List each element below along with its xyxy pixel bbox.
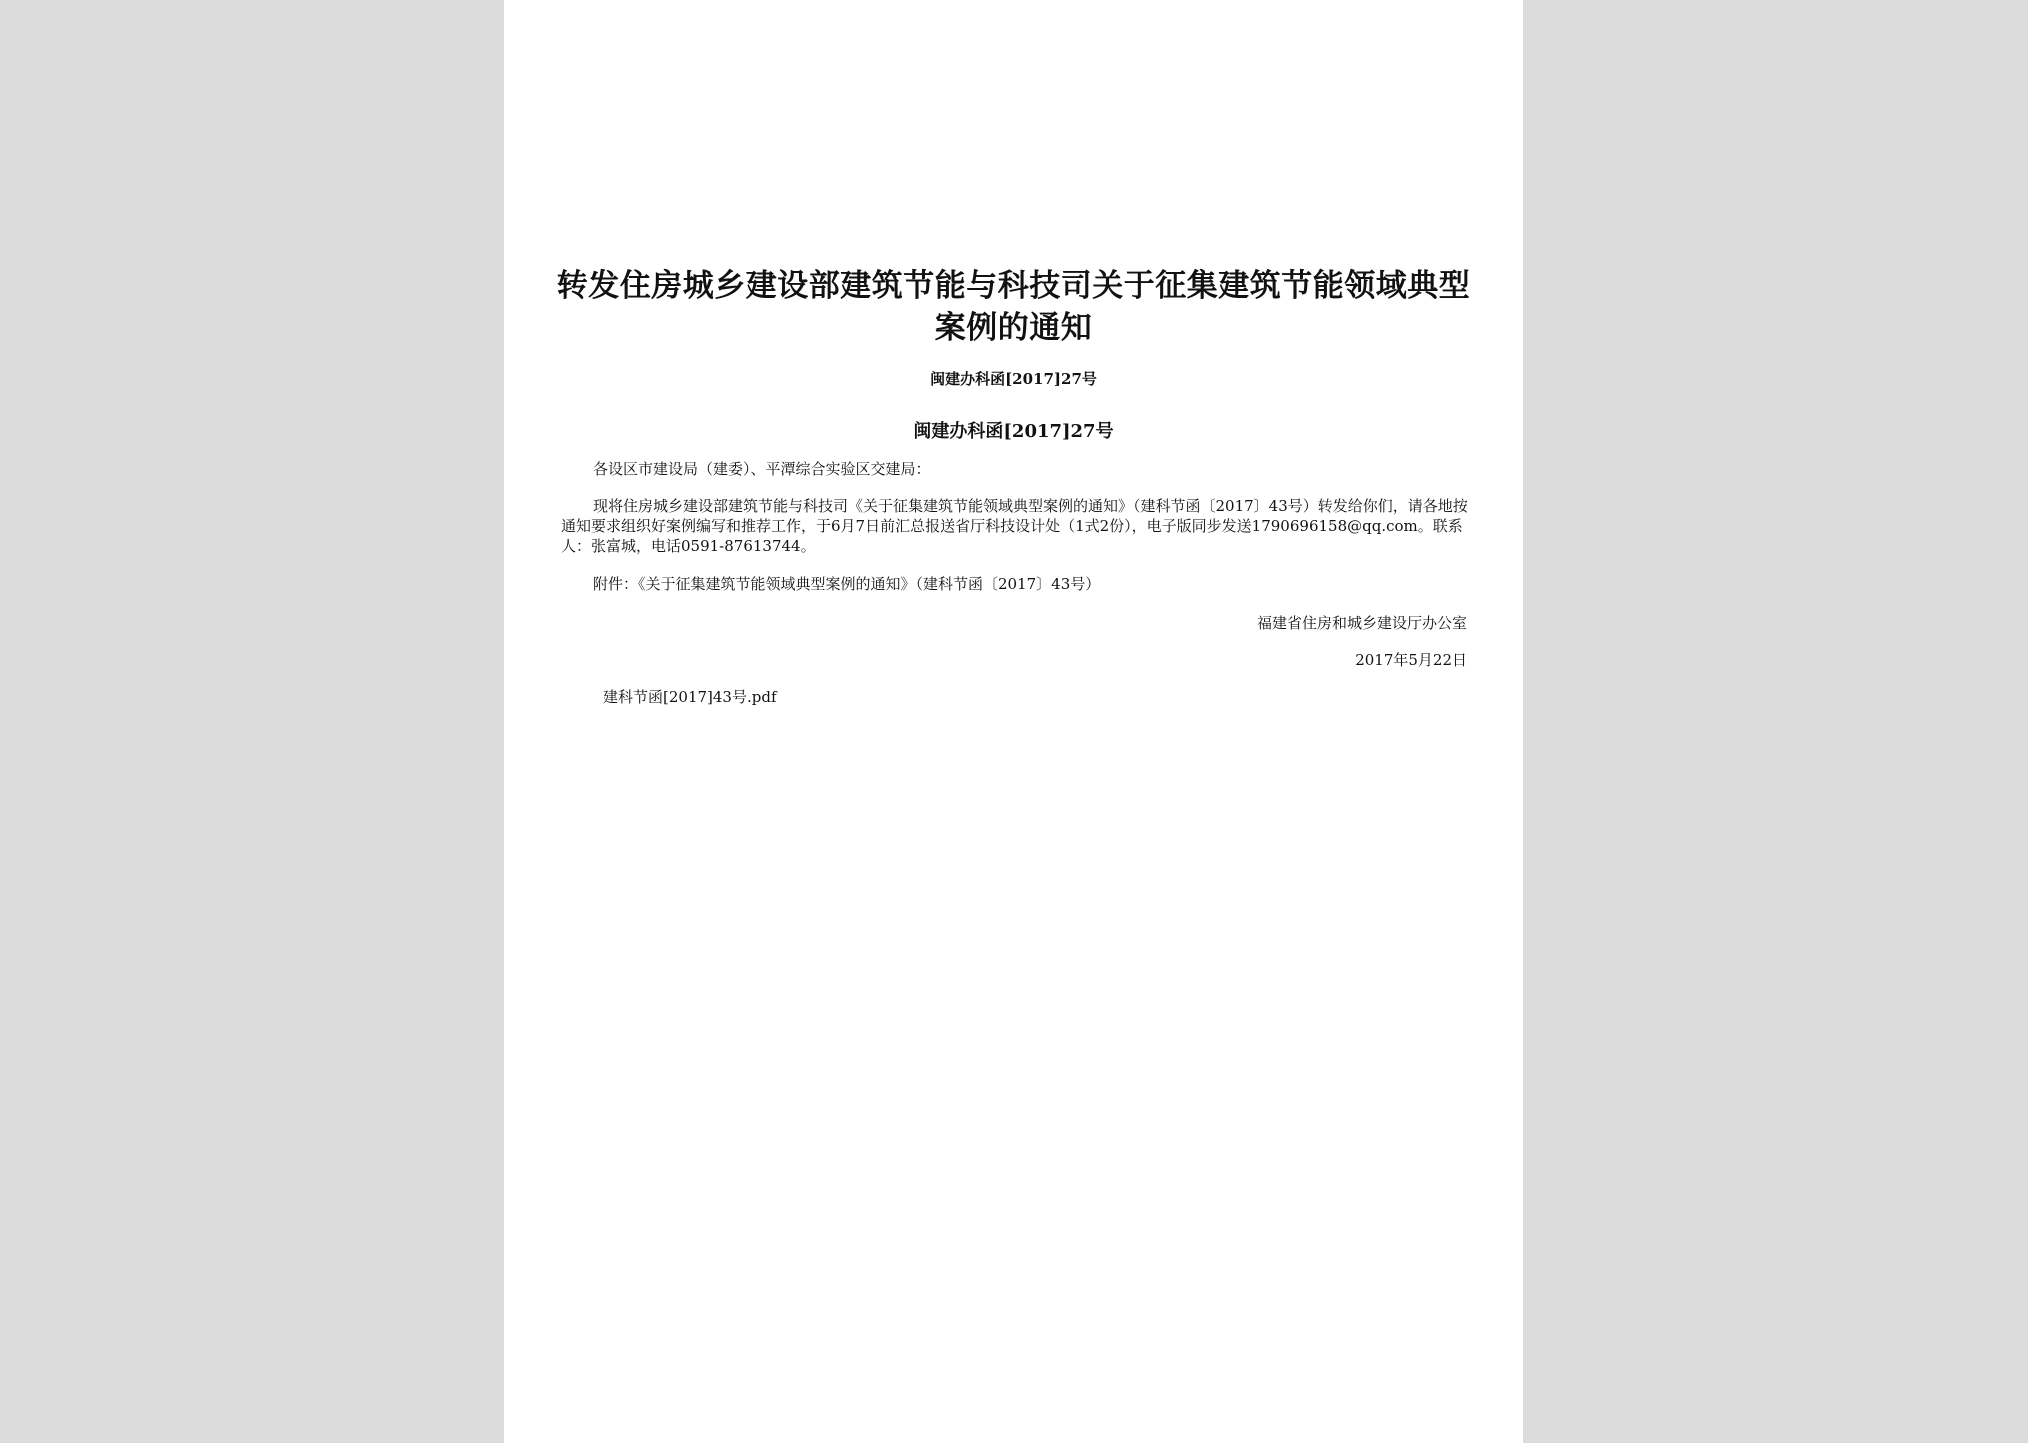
issue-date: 2017年5月22日 [1355, 651, 1467, 669]
attachment-file-link[interactable]: 建科节函[2017]43号.pdf [603, 688, 777, 706]
salutation: 各设区市建设局（建委）、平潭综合实验区交建局： [593, 460, 931, 478]
sender-signature: 福建省住房和城乡建设厅办公室 [1256, 614, 1467, 632]
body-paragraph: 现将住房城乡建设部建筑节能与科技司《关于征集建筑节能领域典型案例的通知》（建科节函〔2017〕43号）转发给你们，请各地按通知要求组织好案例编写和推荐工作，于6月7日前汇总报送省厅科技设计处（1式2份），电子版同步发送1790696158@qq.com。联系人：张富城，电话0591-87613744。 [561, 497, 1468, 555]
document-number: 闽建办科函[2017]27号 [913, 421, 1114, 442]
document-page [504, 0, 1523, 1443]
attachment-line: 附件：《关于征集建筑节能领域典型案例的通知》（建科节函〔2017〕43号） [593, 575, 1101, 593]
document-number-header: 闽建办科函[2017]27号 [930, 370, 1097, 388]
document-title: 转发住房城乡建设部建筑节能与科技司关于征集建筑节能领域典型案例的通知 [556, 268, 1471, 346]
